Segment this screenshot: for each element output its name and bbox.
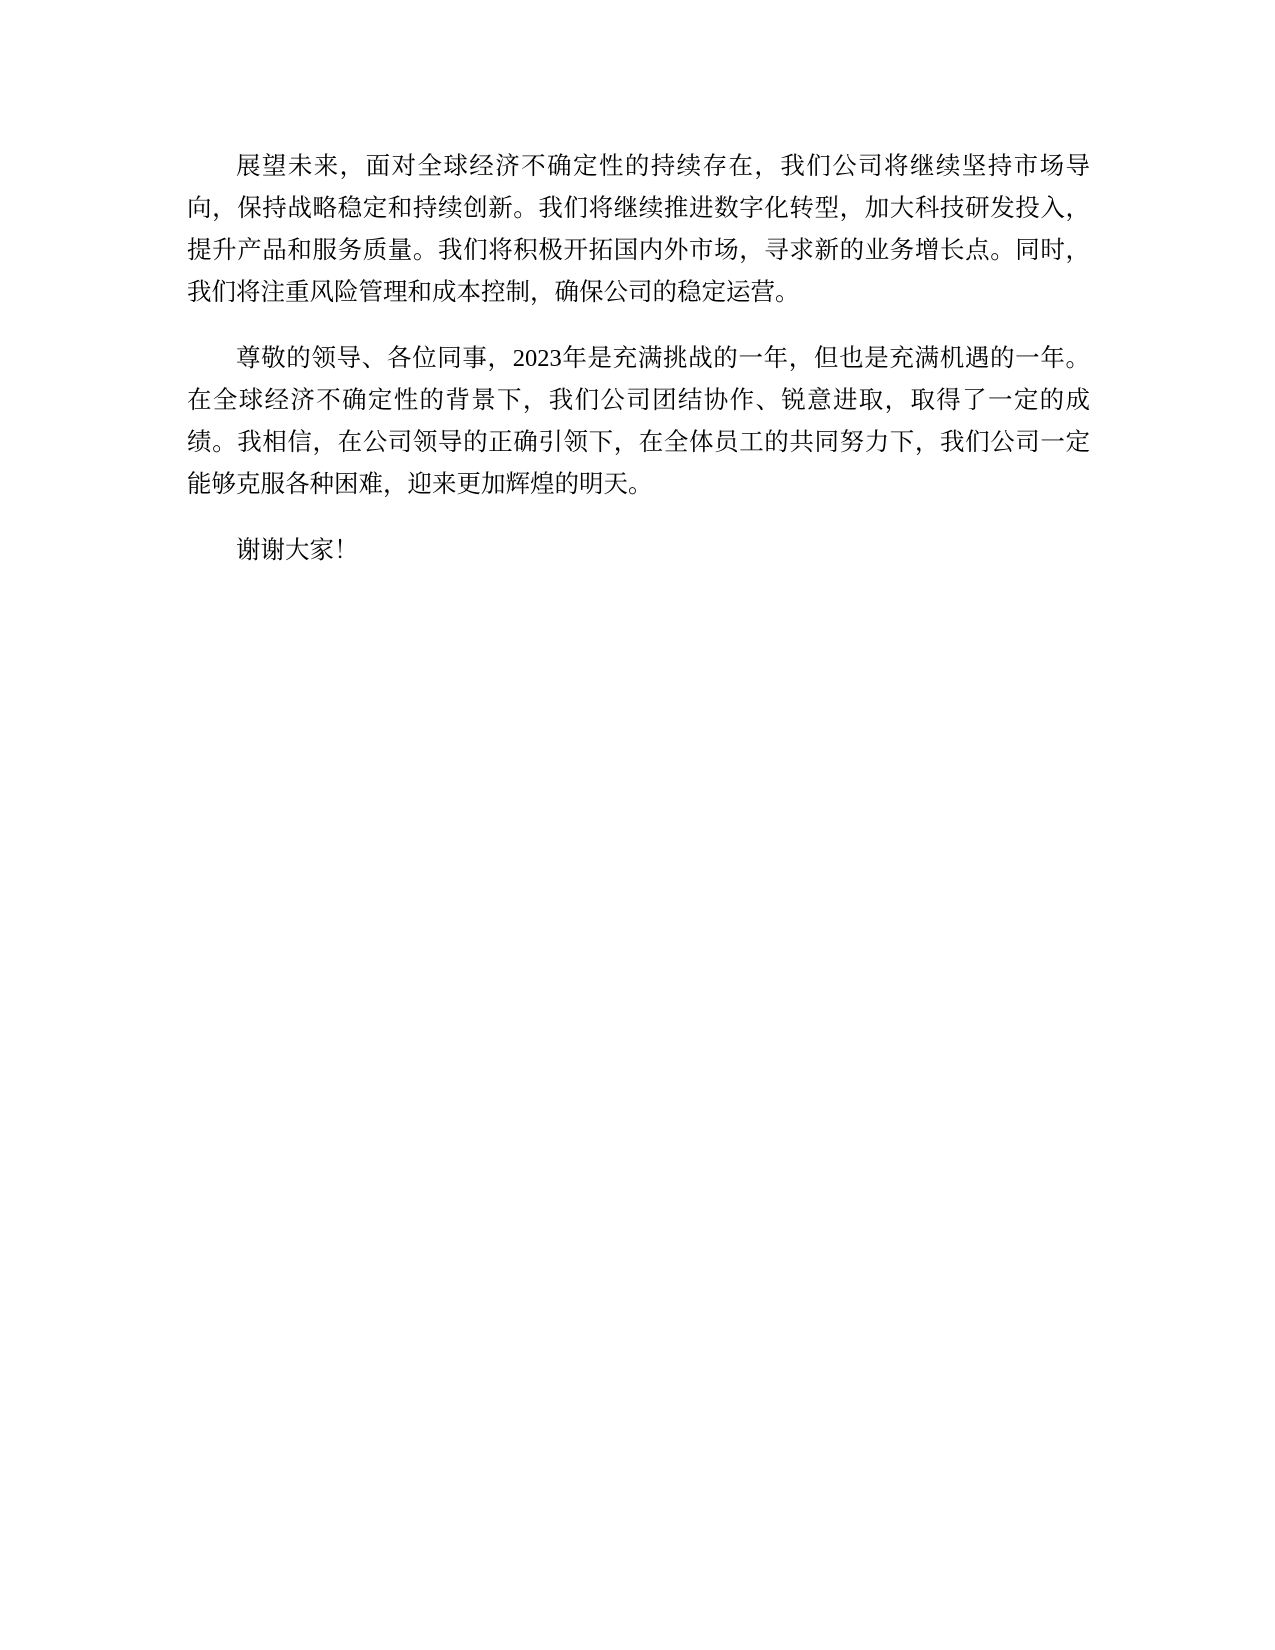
- paragraph-thanks: 谢谢大家！: [236, 537, 359, 564]
- paragraph-outlook: 展望未来，面对全球经济不确定性的持续存在，我们公司将继续坚持市场导向，保持战略稳定和持续创新。我们将继续推进数字化转型，加大科技研发投入，提升产品和服务质量。我们将积极开拓国内外市场，寻求新的业务增长点。同时，我们将注重风险管理和成本控制，确保公司的稳定运营。: [187, 153, 1090, 306]
- paragraph-closing-remarks: 尊敬的领导、各位同事，2023年是充满挑战的一年，但也是充满机遇的一年。在全球经济不确定性的背景下，我们公司团结协作、锐意进取，取得了一定的成绩。我相信，在公司领导的正确引领下，在全体员工的共同努力下，我们公司一定能够克服各种困难，迎来更加辉煌的明天。: [187, 345, 1090, 498]
- document-page: [187, 146, 1090, 572]
